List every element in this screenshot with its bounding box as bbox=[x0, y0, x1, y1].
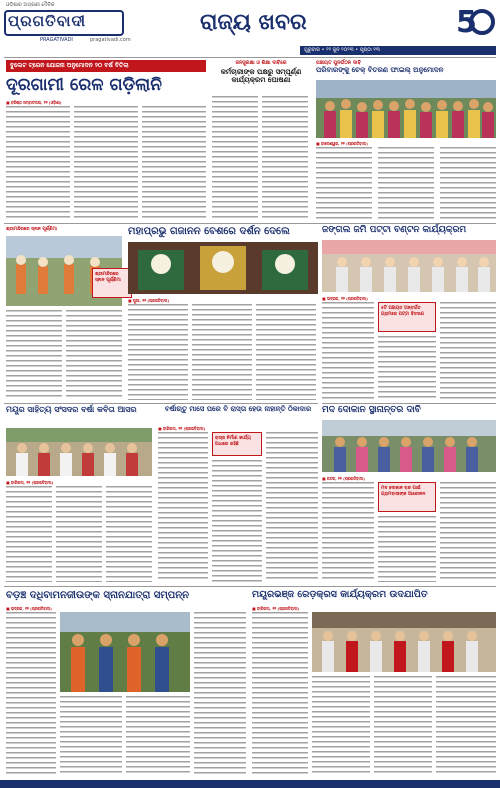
story5-column-3 bbox=[440, 302, 496, 400]
row-divider-1 bbox=[4, 223, 496, 224]
story4-headline: ମହାପ୍ରଭୁ ଗଜାନନ ବେଶରେ ଦର୍ଶନ ଦେଲେ bbox=[128, 226, 290, 237]
story1-column-2 bbox=[74, 106, 138, 220]
story7-headline: ମୟୂର ସାହିତ୍ୟ ସଂସଦର ବର୍ଷା କବିତା ଆସର bbox=[6, 405, 137, 414]
story4-column-3 bbox=[128, 304, 188, 400]
story10-column-1 bbox=[252, 612, 308, 776]
story10-column-2 bbox=[312, 676, 370, 776]
story1-headline: ଦୂରଗାମୀ ରେଳ ଗଡ଼ିଲାନି bbox=[6, 75, 162, 95]
story4-photo-deities bbox=[128, 242, 318, 294]
story9-column-1 bbox=[6, 612, 56, 776]
crowd-photo-icon bbox=[316, 80, 496, 138]
dateline: ଗୁରୁବାର • ୨୨ ଜୁନ ୨୦୨୩ • ପୃଷ୍ଠା ୧୩ bbox=[300, 46, 496, 55]
masthead-divider bbox=[4, 57, 496, 58]
story5-column-2 bbox=[378, 336, 436, 400]
story3-photo bbox=[316, 80, 496, 138]
story3-byline: ■ ବାଲେଶ୍ୱର, ୨୧ (ପ୍ରଗତିବାଦୀ) bbox=[316, 141, 368, 146]
story7-photo bbox=[6, 428, 152, 476]
story7-column-2 bbox=[56, 486, 102, 582]
story3-column-1 bbox=[316, 147, 372, 220]
story6-highlight-box: ମଦ ଦୋକାନ ବନ୍ଦ ପାଇଁ ଗ୍ରାମବାସୀଙ୍କ ଆନ୍ଦୋଳନ bbox=[378, 482, 436, 512]
story10-byline: ■ ବାରିପଦା, ୨୧ (ପ୍ରଗତିବାଦୀ) bbox=[252, 606, 300, 611]
story9-headline: ବଡ଼ଞ୍ଚ ଦଧିବାମନଜୀଉଙ୍କ ସ୍ନାନଯାତ୍ରା ସମ୍ପନ୍ନ bbox=[6, 590, 190, 601]
row-divider-3 bbox=[4, 586, 496, 587]
redcross-event-photo-icon bbox=[312, 612, 496, 672]
story6-divider bbox=[322, 403, 496, 404]
story5-column-1 bbox=[322, 302, 374, 400]
story5-photo bbox=[322, 240, 496, 292]
story4-kicker: ଶ୍ରୀମନ୍ଦିରରେ ସ୍ନାନ ପୂର୍ଣ୍ଣିମା bbox=[6, 227, 57, 232]
story5-headline: ଜଙ୍ଗଲ ଜମି ପଟ୍ଟା ବଣ୍ଟନ କାର୍ଯ୍ୟକ୍ରମ bbox=[322, 225, 467, 235]
story9-byline: ■ ଭଦ୍ରକ, ୨୧ (ପ୍ରଗତିବାଦୀ) bbox=[6, 606, 52, 611]
village-protest-photo-icon bbox=[322, 420, 496, 472]
story4-column-2 bbox=[66, 310, 122, 400]
story4-column-4 bbox=[192, 304, 252, 400]
story6-photo bbox=[322, 420, 496, 472]
story8-column-1 bbox=[158, 432, 208, 582]
row-divider-2 bbox=[4, 403, 318, 404]
story7-column-1 bbox=[6, 486, 52, 582]
story2-headline: କର୍ମଚାରୀଙ୍କ ପକ୍ଷରୁ ସମ୍ପୂର୍ଣ୍ଣ କାର୍ଯ୍ୟକ୍ରମ ଘୋଷଣା bbox=[220, 68, 302, 84]
story3-column-2 bbox=[378, 147, 434, 220]
story6-byline: ■ କଟକ, ୨୧ (ପ୍ରଗତିବାଦୀ) bbox=[322, 476, 365, 481]
story10-column-4 bbox=[436, 676, 496, 776]
story8-byline: ■ ବାରିପଦା, ୨୧ (ପ୍ରଗତିବାଦୀ) bbox=[158, 426, 206, 431]
stage-event-photo-icon bbox=[322, 240, 496, 292]
story2-column-1 bbox=[212, 96, 258, 220]
section-title: ରାଜ୍ୟ ଖବର bbox=[200, 10, 307, 35]
story8-highlight-box: ରାସ୍ତା ନିର୍ମାଣ କାର୍ଯ୍ୟ ଅଧାରେ ରହିଛି bbox=[212, 432, 262, 456]
newspaper-logo: ପ୍ରଗତିବାଦୀ bbox=[8, 12, 87, 30]
story6-headline: ମଦ ଦୋକାନ ସ୍ଥାନାନ୍ତର ଦାବି bbox=[322, 405, 421, 415]
story1-column-1 bbox=[6, 106, 70, 220]
temple-deities-photo-icon bbox=[128, 242, 318, 294]
story9-column-2 bbox=[60, 696, 122, 776]
story3-column-3 bbox=[440, 147, 496, 220]
website-url: pragativadi.com bbox=[90, 37, 131, 43]
story2-column-2 bbox=[262, 96, 308, 220]
story4-byline: ■ ପୁରୀ, ୨୧ (ପ୍ରଗତିବାଦୀ) bbox=[128, 298, 170, 303]
story4-column-1 bbox=[6, 310, 62, 400]
logo-subtitle: PRAGATIVADI bbox=[40, 37, 73, 43]
story8-headline: ବର୍ଷାଋତୁ ମାସେ ପରେ ବି ରାସ୍ତା ହେଉ ନାହାନ୍ତି ଠିକାଦାର bbox=[164, 405, 312, 413]
literary-meet-photo-icon bbox=[6, 428, 152, 476]
story9-column-4 bbox=[194, 612, 246, 776]
story8-column-2 bbox=[212, 460, 262, 582]
story1-column-3 bbox=[142, 106, 206, 220]
svg-text:5: 5 bbox=[456, 5, 477, 40]
story10-photo bbox=[312, 612, 496, 672]
story7-byline: ■ ବାରିପଦା, ୨୧ (ପ୍ରଗତିବାଦୀ) bbox=[6, 480, 54, 485]
story10-headline: ମୟୂରଭଞ୍ଜ ରେଡ଼କ୍ରସ କାର୍ଯ୍ୟକ୍ରମ ଉଦଯାପିତ bbox=[252, 589, 428, 600]
snana-yatra-photo-icon bbox=[60, 612, 190, 692]
story6-column-3 bbox=[440, 482, 496, 582]
story5-byline: ■ ଭଦ୍ରକ, ୨୧ (ପ୍ରଗତିବାଦୀ) bbox=[322, 296, 368, 301]
story5-highlight-box: ୫ଟି ପଞ୍ଚାୟତ ଅନ୍ତର୍ଗତ ଗ୍ରାମରେ ପଟ୍ଟା ବିତରଣ bbox=[378, 302, 436, 332]
story3-kicker: ପଞ୍ଚାୟତ ପୁନର୍ଗଠନ ଦାବି bbox=[316, 60, 361, 66]
masthead-tagline: ଓଡ଼ିଶାର ଅଗ୍ରଣୀ ଦୈନିକ bbox=[6, 2, 55, 8]
story9-column-3 bbox=[126, 696, 190, 776]
story4-column-5 bbox=[256, 304, 316, 400]
story1-byline: ■ ବରିଷ୍ଠ ସମ୍ବାଦଦାତା, ୨୧ (ଓଡ଼ିଶା) bbox=[6, 100, 62, 105]
story1-kicker: ବୁଲେଟ ଟ୍ରେନ ଯୋଜନା ଅନୁମୋଦନ ୨୦ ବର୍ଷ ବିତିଲା bbox=[6, 60, 206, 72]
story8-column-3 bbox=[266, 432, 318, 582]
story3-headline: ପରିବାରଙ୍କୁ ଚେକ୍‌ ବିତରଣ ଫାଇଲ୍ ଅନୁମୋଦନ bbox=[316, 66, 444, 74]
story2-kicker: ଜନସୁରକ୍ଷା ଓ ଶିକ୍ଷା ଦାବିରେ bbox=[235, 60, 287, 66]
story10-column-3 bbox=[374, 676, 432, 776]
story9-photo bbox=[60, 612, 190, 692]
story4-inset-box: ଶ୍ରୀମନ୍ଦିରରେ ସ୍ନାନ ପୂର୍ଣ୍ଣିମା bbox=[92, 268, 132, 298]
story6-column-1 bbox=[322, 482, 374, 582]
story6-column-2 bbox=[378, 516, 436, 582]
page-footer-bar bbox=[0, 780, 500, 788]
anniversary-emblem-icon bbox=[452, 2, 496, 42]
story7-column-3 bbox=[106, 486, 152, 582]
